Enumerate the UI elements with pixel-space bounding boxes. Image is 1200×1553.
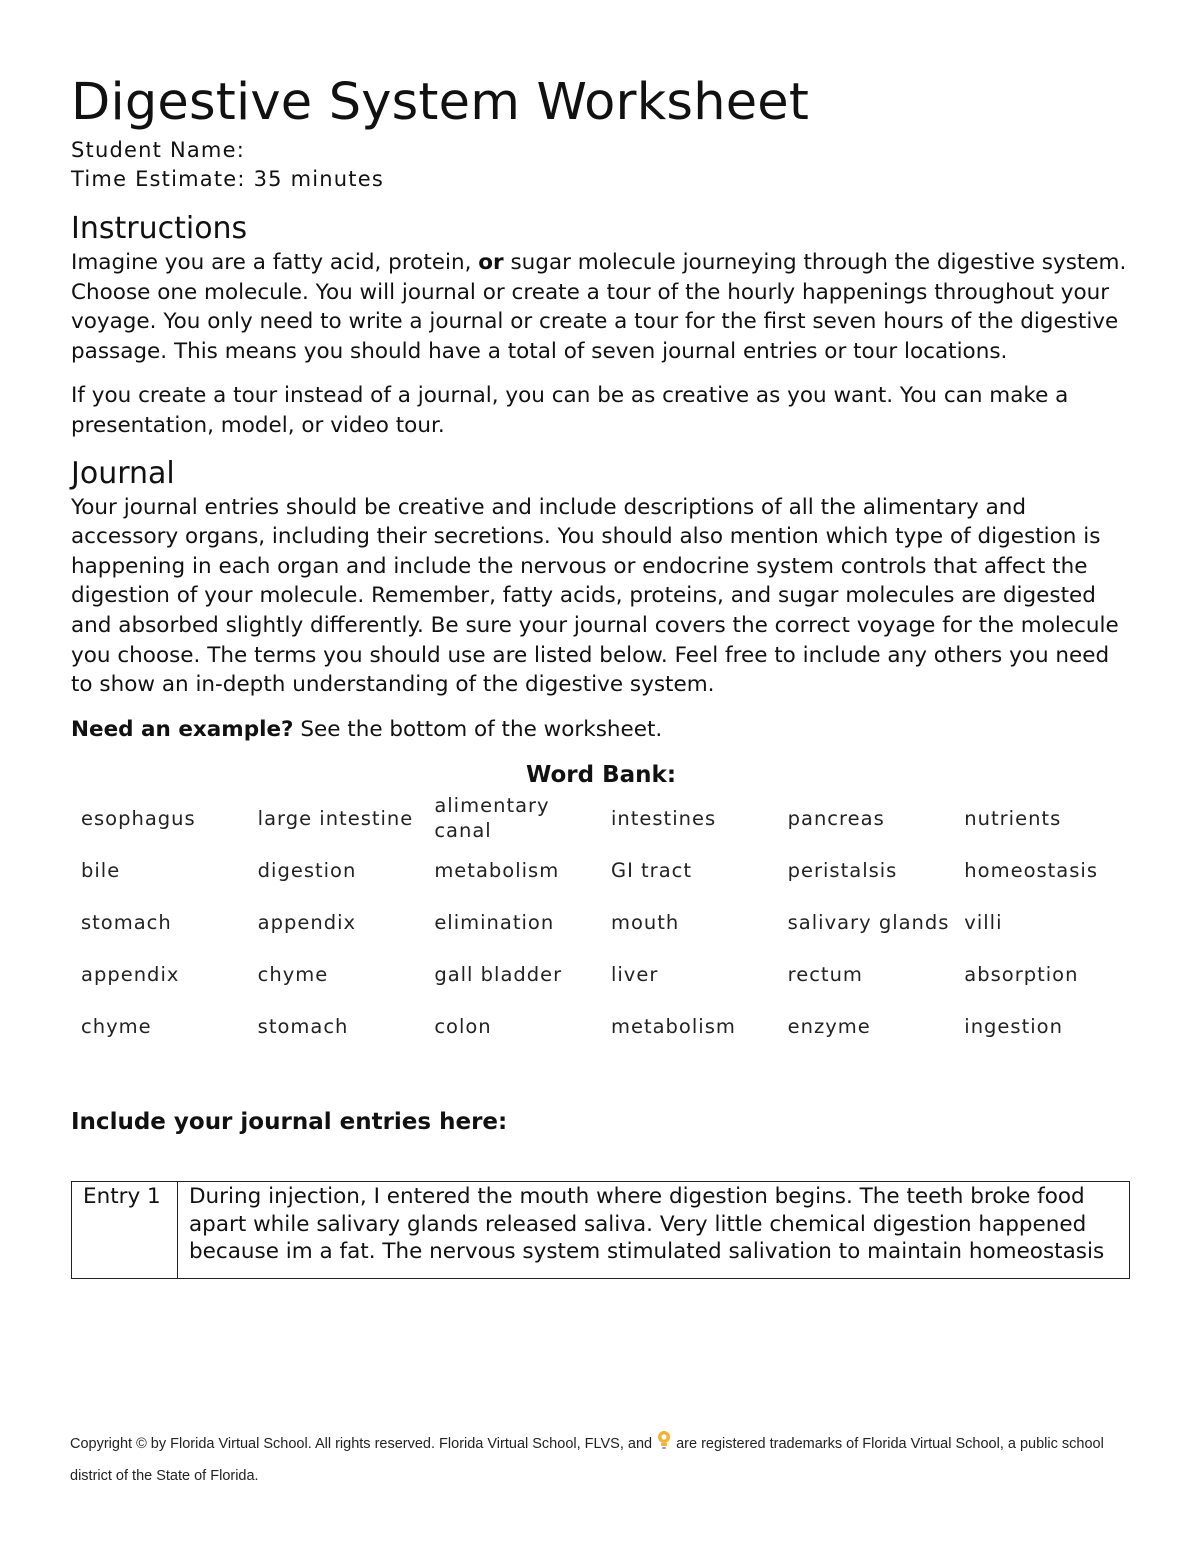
word-bank-row <box>71 844 1131 896</box>
instructions-p1-bold: or <box>478 250 504 275</box>
word-bank-term: chyme <box>257 962 329 986</box>
word-bank-term: GI tract <box>610 858 693 882</box>
word-bank-row <box>71 896 1131 948</box>
journal-entry-row <box>72 1182 1130 1279</box>
time-estimate: Time Estimate: 35 minutes <box>71 167 384 191</box>
example-note-rest: See the bottom of the worksheet. <box>293 716 663 742</box>
word-bank-term: metabolism <box>434 858 560 882</box>
journal-heading: Journal <box>71 455 175 491</box>
word-bank-term: pancreas <box>787 806 885 830</box>
word-bank-row <box>71 792 1131 844</box>
footer-text-1: Copyright © by Florida Virtual School. All rights reserved. Florida Virtual School, FLVS, and <box>70 1436 653 1452</box>
word-bank-term: villi <box>964 910 1003 934</box>
word-bank-term: ingestion <box>964 1014 1063 1038</box>
word-bank-term: appendix <box>81 962 180 986</box>
journal-entries-table <box>71 1181 1130 1279</box>
instructions-p1-part2: sugar molecule journeying through the digestive system. Choose one molecule. You will journal or create a tour of the hourly happenings throughout your voyage. You only need to write a journal or create a tour for the first seven hours of the digestive passage. This means you should have a total of seven journal entries or tour locations. <box>71 250 1127 364</box>
word-bank-term: bile <box>81 858 121 882</box>
word-bank-row <box>71 1000 1131 1052</box>
word-bank-term: rectum <box>787 962 863 986</box>
word-bank-term: digestion <box>257 858 357 882</box>
instructions-paragraph-1 <box>71 248 1131 366</box>
word-bank-term: nutrients <box>964 806 1062 830</box>
word-bank-term: esophagus <box>81 806 196 830</box>
word-bank-term: alimentary canal <box>434 794 550 843</box>
word-bank-term: gall bladder <box>434 962 563 986</box>
example-note <box>71 715 1131 745</box>
instructions-heading: Instructions <box>71 211 248 246</box>
word-bank-term: absorption <box>964 962 1079 986</box>
word-bank-term: homeostasis <box>964 858 1098 882</box>
entry-label: Entry 1 <box>72 1182 178 1279</box>
flvs-lightbulb-icon <box>656 1430 672 1462</box>
word-bank-term: chyme <box>81 1014 152 1038</box>
word-bank-term: appendix <box>257 910 357 934</box>
word-bank-term: metabolism <box>610 1014 736 1038</box>
page-title: Digestive System Worksheet <box>71 73 810 132</box>
word-bank-term: peristalsis <box>787 858 898 882</box>
word-bank-row <box>71 948 1131 1000</box>
entry-text: During injection, I entered the mouth where digestion begins. The teeth broke food apart while salivary glands released saliva. Very little chemical digestion happened because im a fat. The nervous system stimulated salivation to maintain homeostasis <box>178 1182 1130 1279</box>
example-note-bold: Need an example? <box>71 716 294 742</box>
word-bank-term: stomach <box>257 1014 349 1038</box>
word-bank-term: large intestine <box>257 806 414 830</box>
journal-entries-heading: Include your journal entries here: <box>71 1109 508 1136</box>
instructions-paragraph-2: If you create a tour instead of a journal, you can be as creative as you want. You can make a presentation, model, or video tour. <box>71 383 1069 438</box>
student-name-label: Student Name: <box>71 138 245 162</box>
word-bank-title: Word Bank: <box>525 762 677 789</box>
copyright-footer <box>70 1430 1140 1490</box>
worksheet-content <box>71 70 1131 1279</box>
word-bank-term: mouth <box>610 910 680 934</box>
word-bank-term: salivary glands <box>787 910 950 934</box>
instructions-p1-part1: Imagine you are a fatty acid, protein, <box>71 250 479 275</box>
word-bank-term: enzyme <box>787 1014 871 1038</box>
word-bank-term: stomach <box>81 910 172 934</box>
word-bank-term: elimination <box>434 910 555 934</box>
word-bank-term: colon <box>434 1014 492 1038</box>
word-bank-term: liver <box>610 962 659 986</box>
word-bank-table <box>71 792 1131 1052</box>
word-bank-term: intestines <box>610 806 717 830</box>
footer-text-2: are registered trademarks of Florida Virtual School, a public school district of the State of Florida. <box>70 1436 1104 1484</box>
journal-paragraph: Your journal entries should be creative and include descriptions of all the alimentary and accessory organs, including their secretions. You should also mention which type of digestion is happening in each organ and include the nervous or endocrine system controls that affect the digestion of your molecule. Remember, fatty acids, proteins, and sugar molecules are digested and absorbed slightly differently. Be sure your journal covers the correct voyage for the molecule you choose. The terms you should use are listed below. Feel free to include any others you need to show an in-depth understanding of the digestive system. <box>71 494 1119 698</box>
